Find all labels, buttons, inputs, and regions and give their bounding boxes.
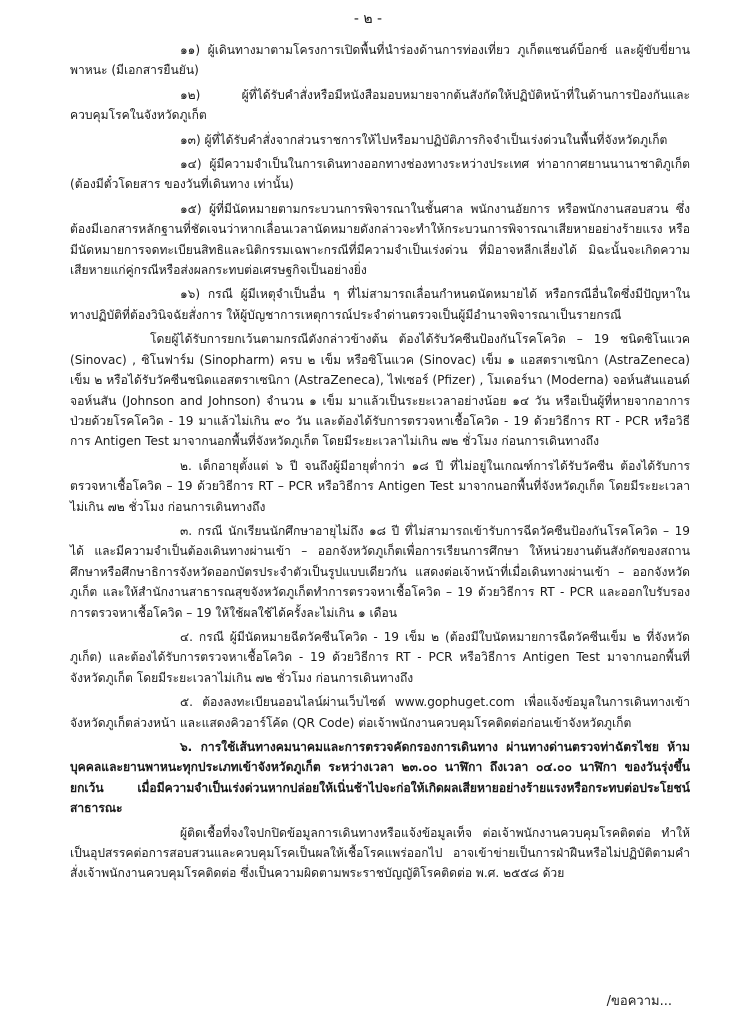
paragraph-penalty-notice: ผู้ติดเชื้อที่จงใจปกปิดข้อมูลการเดินทางหรือแจ้งข้อมูลเท็จ ต่อเจ้าพนักงานควบคุมโรคติดต่อ ทำให้เป็นอุปสรรคต่อการสอบสวนและควบคุมโรคเป็นผลให้เชื้อโรคแพร่ออกไป อาจเข้าข่ายเป็นการฝ่าฝืนหรือไม่ปฏิบัติตามคำสั่งเจ้าพนักงานควบคุมโรคติดต่อ ซึ่งเป็นความผิดตามพระราชบัญญัติโรคติดต่อ พ.ศ. ๒๕๕๘ ด้วย [70, 825, 690, 881]
paragraph-item-12: ๑๒) ผู้ที่ได้รับคำสั่งหรือมีหนังสือมอบหมายจากต้นสังกัดให้ปฏิบัติหน้าที่ในด้านการป้องกันและควบคุมโรคในจังหวัดภูเก็ต [70, 87, 690, 123]
document-body [70, 40, 690, 888]
paragraph-item-15: ๑๕) ผู้ที่มีนัดหมายตามกระบวนการพิจารณาในชั้นศาล พนักงานอัยการ หรือพนักงานสอบสวน ซึ่งต้องมีเอกสารหลักฐานที่ชัดเจนว่าหากเลื่อนเวลานัดหมายดังกล่าวจะทำให้กระบวนการพิจารณาเสียหายอย่างร้ายแรง หรือมีนัดหมายการจดทะเบียนสิทธิและนิติกรรมเฉพาะกรณีที่มีความจำเป็นเร่งด่วน ที่มิอาจหลีกเลี่ยงได้ มิฉะนั้นจะเกิดความเสียหายแก่คู่กรณีหรือส่งผลกระทบต่อเศรษฐกิจเป็นอย่างยิ่ง [70, 201, 690, 278]
paragraph-exemption-vaccine: โดยผู้ได้รับการยกเว้นตามกรณีดังกล่าวข้างต้น ต้องได้รับวัคซีนป้องกันโรคโควิด – 19 ชนิดซิโนแวค (Sinovac) , ซิโนฟาร์ม (Sinopharm) ครบ ๒ เข็ม หรือซิโนแวค (Sinovac) เข็ม ๑ แอสตราเซนิกา (AstraZeneca) เข็ม ๒ หรือได้รับวัคซีนชนิดแอสตราเซนิกา (AstraZeneca), ไฟเซอร์ (Pfizer) , โมเดอร์นา (Moderna) จอห์นสันแอนด์จอห์นสัน (Johnson and Johnson) จำนวน ๑ เข็ม มาแล้วเป็นระยะเวลาอย่างน้อย ๑๔ วัน หรือเป็นผู้ที่หายจากอาการป่วยด้วยโรคโควิด - 19 มาแล้วไม่เกิน ๙๐ วัน และต้องได้รับการตรวจหาเชื้อโควิด - 19 ด้วยวิธีการ RT - PCR หรือวิธีการ Antigen Test มาจากนอกพื้นที่จังหวัดภูเก็ต โดยมีระยะเวลาไม่เกิน ๗๒ ชั่วโมง ก่อนการเดินทางถึง [70, 332, 690, 449]
paragraph-item-13: ๑๓) ผู้ที่ได้รับคำสั่งจากส่วนราชการให้ไปหรือมาปฏิบัติภารกิจจำเป็นเร่งด่วนในพื้นที่จังหวัดภูเก็ต [180, 132, 668, 147]
paragraph-item-11: ๑๑) ผู้เดินทางมาตามโครงการเปิดพื้นที่นำร่องด้านการท่องเที่ยว ภูเก็ตแซนด์บ็อกซ์ และผู้ขับขี่ยานพาหนะ (มีเอกสารยืนยัน) [70, 43, 690, 78]
page-number: - ๒ - [353, 11, 383, 27]
paragraph-section-2: ๒. เด็กอายุตั้งแต่ ๖ ปี จนถึงผู้มีอายุต่ำกว่า ๑๘ ปี ที่ไม่อยู่ในเกณฑ์การได้รับวัคซีน ต้องได้รับการตรวจหาเชื้อโควิด – 19 ด้วยวิธีการ RT – PCR หรือวิธีการ Antigen Test มาจากนอกพื้นที่จังหวัดภูเก็ต โดยมีระยะเวลาไม่เกิน ๗๒ ชั่วโมง ก่อนการเดินทางถึง [70, 458, 690, 514]
paragraph-section-5: ๕. ต้องลงทะเบียนออนไลน์ผ่านเว็บไซต์ www.gophuget.com เพื่อแจ้งข้อมูลในการเดินทางเข้าจังหวัดภูเก็ตล่วงหน้า และแสดงคิวอาร์โค้ด (QR Code) ต่อเจ้าพนักงานควบคุมโรคติดต่อก่อนเข้าจังหวัดภูเก็ต [70, 695, 690, 730]
paragraph-section-4: ๔. กรณี ผู้มีนัดหมายฉีดวัคซีนโควิด - 19 เข็ม ๒ (ต้องมีใบนัดหมายการฉีดวัคซีนเข็ม ๒ ที่จังหวัดภูเก็ต) และต้องได้รับการตรวจหาเชื้อโควิด - 19 ด้วยวิธีการ RT - PCR หรือวิธีการ Antigen Test มาจากนอกพื้นที่จังหวัดภูเก็ต โดยมีระยะเวลาไม่เกิน ๗๒ ชั่วโมง ก่อนการเดินทางถึง [70, 629, 690, 685]
continuation-marker: /ขอความ... [606, 994, 672, 1009]
paragraph-item-16: ๑๖) กรณี ผู้มีเหตุจำเป็นอื่น ๆ ที่ไม่สามารถเลื่อนกำหนดนัดหมายได้ หรือกรณีอื่นใดซึ่งมีปัญหาในทางปฏิบัติที่ต้องวินิจฉัยสั่งการ ให้ผู้บัญชาการเหตุการณ์ประจำด่านตรวจเป็นผู้มีอำนาจพิจารณาเป็นรายกรณี [70, 287, 690, 322]
paragraph-item-14: ๑๔) ผู้มีความจำเป็นในการเดินทางออกทางช่องทางระหว่างประเทศ ท่าอากาศยานนานาชาติภูเก็ต (ต้องมีตั๋วโดยสาร ของวันที่เดินทาง เท่านั้น) [70, 157, 690, 192]
paragraph-section-6: ๖. การใช้เส้นทางคมนาคมและการตรวจคัดกรองการเดินทาง ผ่านทางด่านตรวจท่าฉัตรไชย ห้ามบุคคลและยานพาหนะทุกประเภทเข้าจังหวัดภูเก็ต ระหว่างเวลา ๒๓.๐๐ นาฬิกา ถึงเวลา ๐๔.๐๐ นาฬิกา ของวันรุ่งขึ้น ยกเว้น เมื่อมีความจำเป็นเร่งด่วนหากปล่อยให้เนิ่นช้าไปจะก่อให้เกิดผลเสียหายอย่างร้ายแรงหรือกระทบต่อประโยชน์สาธารณะ [70, 740, 690, 816]
paragraph-section-3: ๓. กรณี นักเรียนนักศึกษาอายุไม่ถึง ๑๘ ปี ที่ไม่สามารถเข้ารับการฉีดวัคซีนป้องกันโรคโควิด – 19 ได้ และมีความจำเป็นต้องเดินทางผ่านเข้า – ออกจังหวัดภูเก็ตเพื่อการเรียนการศึกษา ให้หน่วยงานต้นสังกัดของสถานศึกษาหรือศึกษาธิการจังหวัดออกบัตรประจำตัวเป็นรูปแบบเดียวกัน แสดงต่อเจ้าหน้าที่เมื่อเดินทางผ่านเข้า – ออกจังหวัดภูเก็ต และให้สำนักงานสาธารณสุขจังหวัดภูเก็ตทำการตรวจหาเชื้อโควิด – 19 ด้วยวิธีการ RT - PCR และออกใบรับรองการตรวจหาเชื้อโควิด – 19 ให้ใช้ผลใช้ได้ครั้งละไม่เกิน ๑ เดือน [70, 523, 690, 620]
